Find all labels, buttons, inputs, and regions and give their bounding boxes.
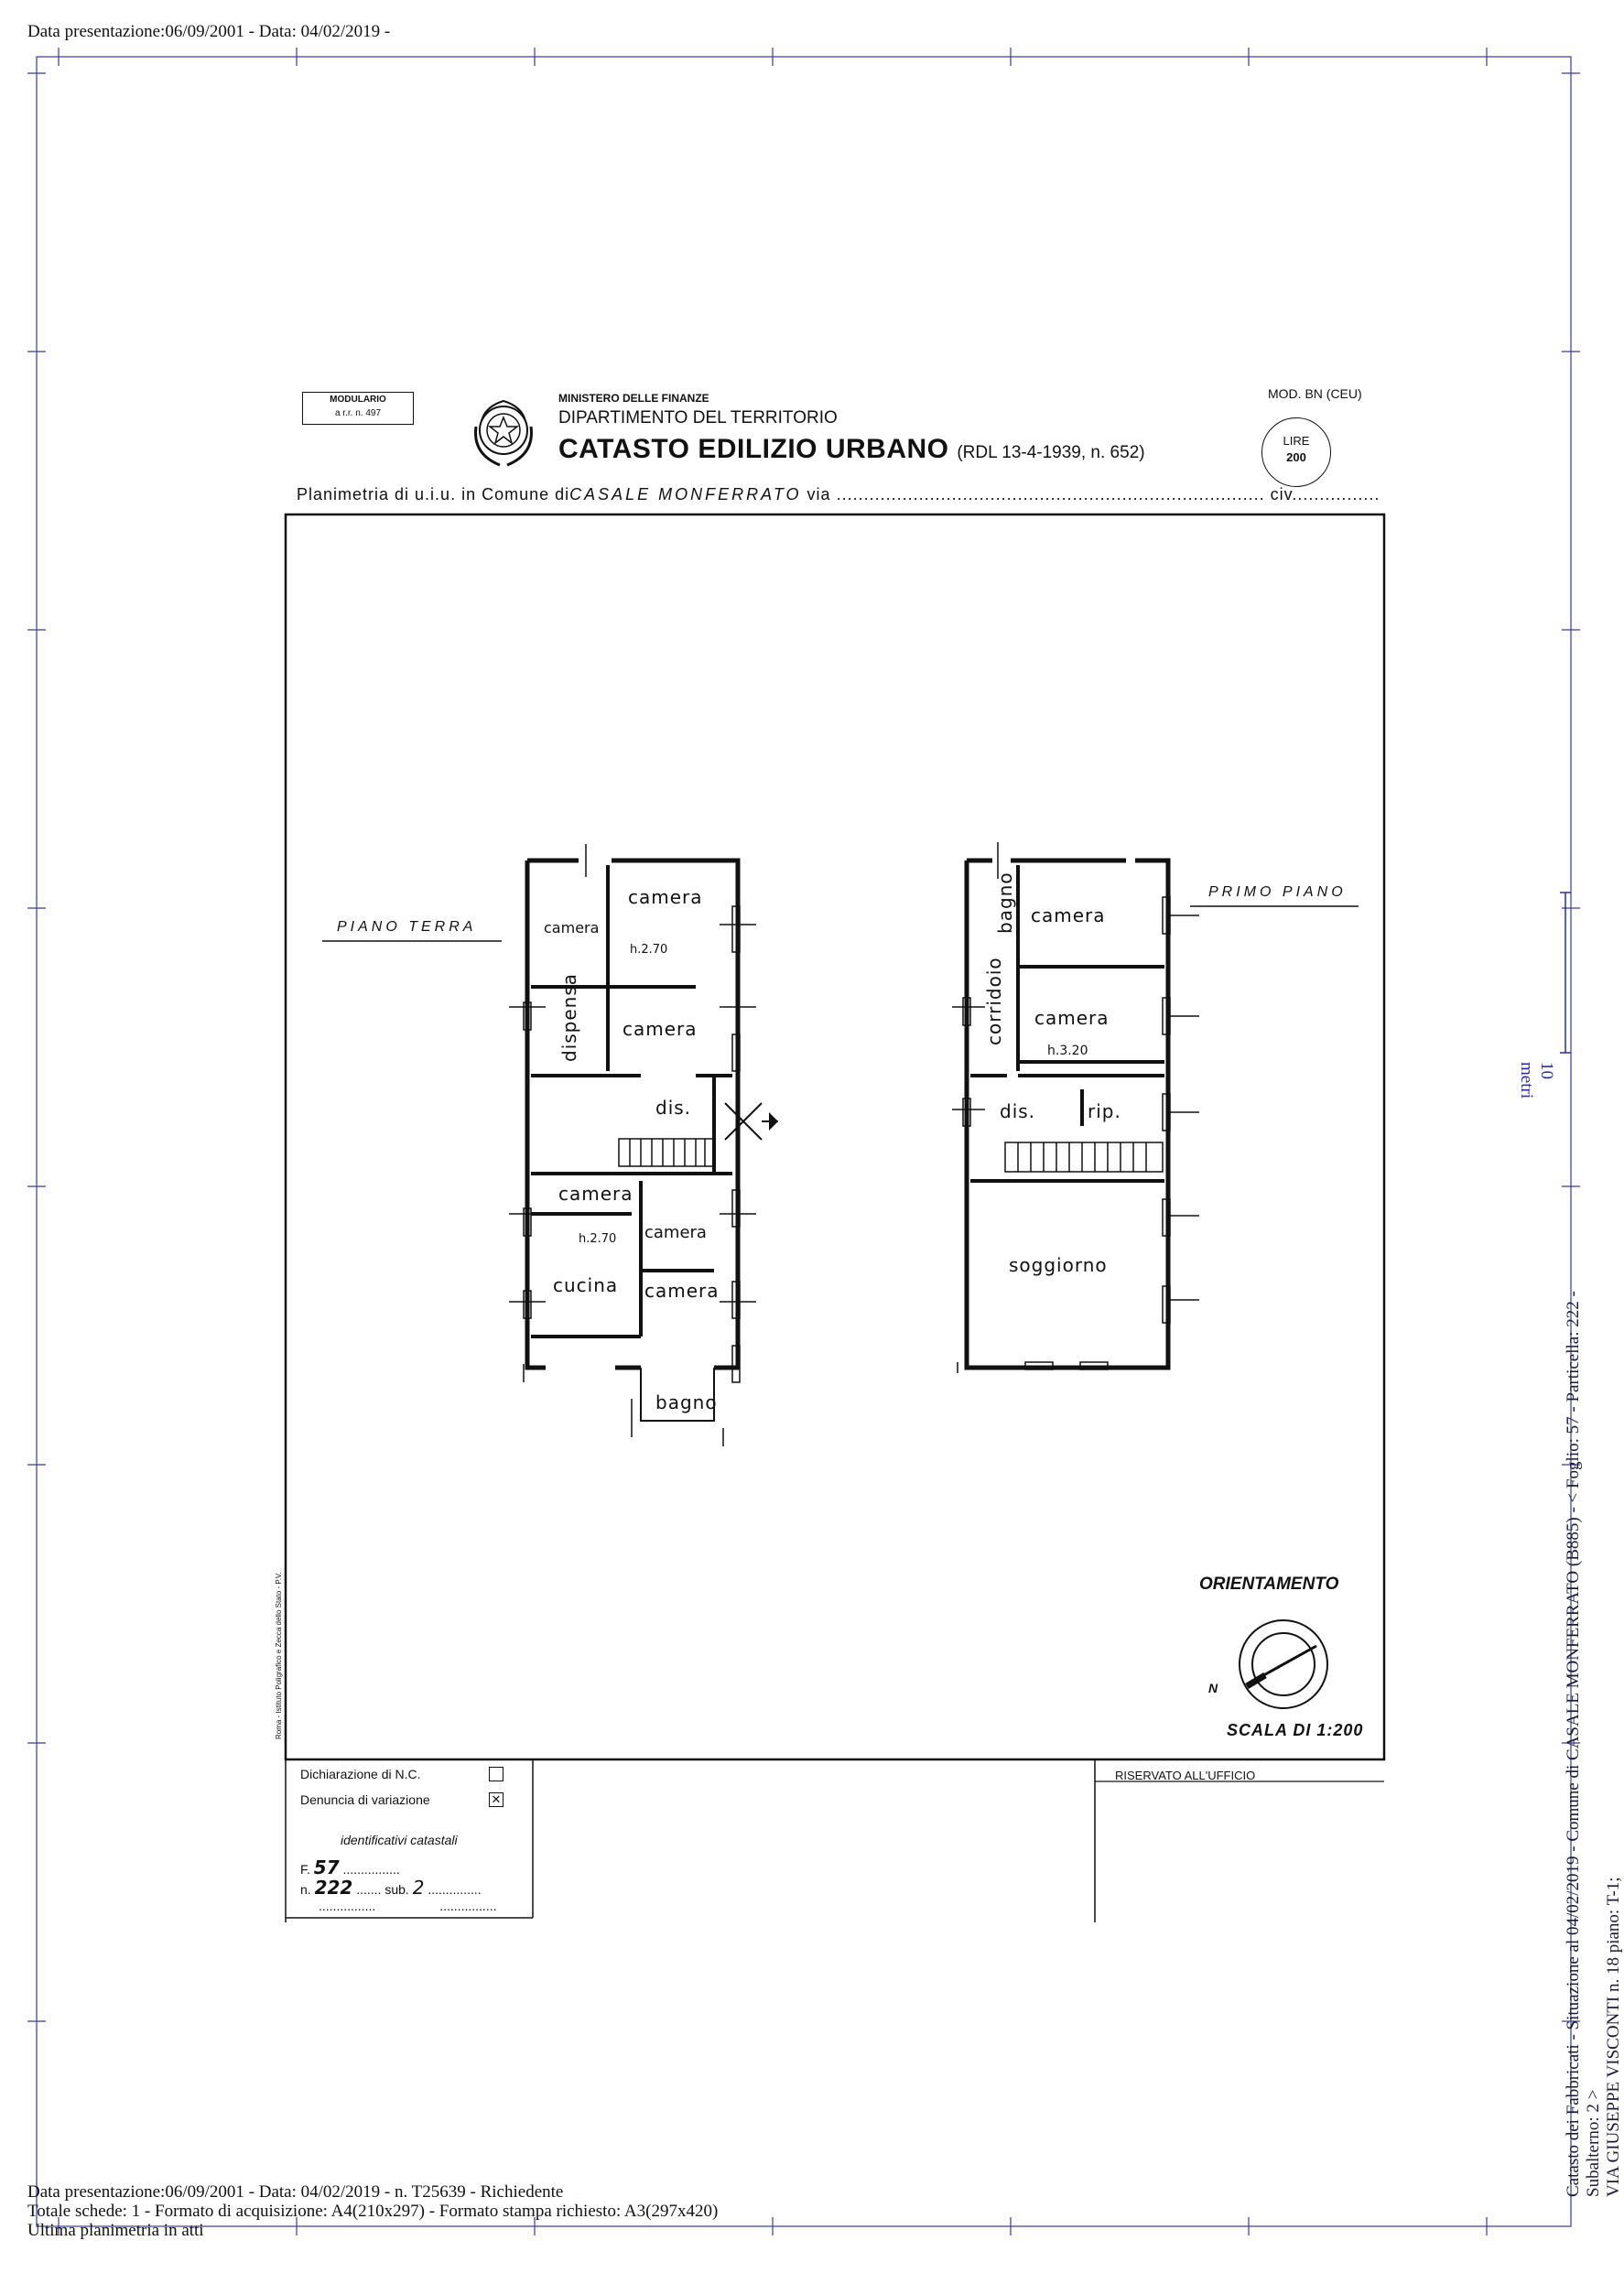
scale-label: SCALA DI 1:200 — [1227, 1721, 1364, 1739]
room-rip: rip. — [1088, 1100, 1121, 1122]
numero-label: n. — [300, 1882, 311, 1897]
modulario-label: MODULARIO — [330, 395, 386, 405]
comune-value: CASALE MONFERRATO — [569, 485, 802, 503]
via-dots: .............................................................................. — [836, 485, 1265, 503]
mod-code: MOD. BN (CEU) — [1268, 386, 1362, 401]
primo-piano-label: PRIMO PIANO — [1208, 884, 1347, 900]
numero-value: 222 — [314, 1877, 353, 1899]
footer-line2: Totale schede: 1 - Formato di acquisizione: A4(210x297) - Formato stampa richiesto: A3(297x420) — [27, 2202, 719, 2221]
room-camera-lower: camera — [558, 1183, 633, 1205]
piano-terra-label: PIANO TERRA — [337, 919, 477, 935]
room-height-first: h.3.20 — [1047, 1044, 1088, 1058]
room-bagno-ground: bagno — [655, 1391, 718, 1413]
room-corridoio: corridoio — [983, 957, 1005, 1045]
room-dis-ground: dis. — [655, 1097, 692, 1119]
room-cucina: cucina — [553, 1274, 619, 1296]
foglio-dots: ................ — [342, 1862, 400, 1877]
north-label: N — [1208, 1681, 1218, 1695]
room-dis-first: dis. — [1000, 1100, 1036, 1122]
via-label: via — [807, 485, 831, 503]
catasto-title-text: CATASTO EDILIZIO URBANO — [558, 434, 949, 464]
dichiarazione-checkbox[interactable] — [489, 1767, 503, 1781]
room-dispensa: dispensa — [558, 972, 580, 1062]
room-camera-top: camera — [628, 886, 703, 908]
printer-credit: Roma - Istituto Poligrafico e Zecca dello Stato - P.V. — [275, 1572, 283, 1739]
header-stamp: Data presentazione:06/09/2001 - Data: 04/02/2019 - — [27, 22, 391, 41]
room-soggiorno: soggiorno — [1009, 1254, 1108, 1276]
side-stamp-line1: Catasto dei Fabbricati - Situazione al 04/02/2019 - Comune di CASALE MONFERRATO (B885) - < Foglio: 57 - Particella: 222 - Subalterno: 2 > — [1564, 1291, 1603, 2197]
scale-bar-label: 10 metri — [1517, 1062, 1556, 1099]
room-camera-right2: camera — [644, 1280, 720, 1302]
footer-line3: Ultima planimetria in atti — [27, 2221, 204, 2240]
denuncia-checkbox[interactable]: ✕ — [489, 1792, 503, 1807]
orientamento-label: ORIENTAMENTO — [1199, 1575, 1339, 1594]
denuncia-label: Denuncia di variazione — [300, 1792, 430, 1807]
room-camera-first-mid: camera — [1034, 1007, 1110, 1029]
foglio-value: 57 — [313, 1856, 340, 1878]
room-bagno-first: bagno — [994, 871, 1016, 934]
foglio-label: F. — [300, 1862, 310, 1877]
modulario-ref: a r.r. n. 497 — [334, 408, 382, 418]
identificativi-label: identificativi catastali — [341, 1833, 458, 1847]
lire-label: LIRE — [1283, 434, 1310, 448]
lire-value: 200 — [1286, 450, 1306, 464]
planimetria-prefix: Planimetria di u.i.u. in Comune di — [297, 485, 570, 503]
extra-dots: ................ ................ — [319, 1899, 497, 1913]
sub-value: 2 — [412, 1877, 425, 1899]
room-camera-first-top: camera — [1031, 904, 1106, 926]
riservato-label: RISERVATO ALL'UFFICIO — [1115, 1769, 1256, 1782]
room-camera-right1: camera — [644, 1223, 707, 1242]
footer-line1: Data presentazione:06/09/2001 - Data: 04/02/2019 - n. T25639 - Richiedente — [27, 2182, 564, 2202]
room-height-top: h.2.70 — [630, 943, 668, 957]
civ-dots: ............... — [1297, 485, 1380, 503]
sub-dots: ............... — [428, 1882, 482, 1897]
foglio-row — [300, 1856, 400, 1878]
room-camera-mid: camera — [623, 1018, 698, 1040]
dipartimento-heading: DIPARTIMENTO DEL TERRITORIO — [558, 408, 838, 428]
room-height-lower: h.2.70 — [579, 1232, 617, 1246]
numero-dots: ....... — [356, 1882, 382, 1897]
room-camera-small: camera — [544, 919, 600, 936]
footer-stamp — [27, 2182, 718, 2240]
civ-label: civ. — [1270, 485, 1298, 503]
numero-row — [300, 1877, 482, 1899]
ministero-heading: MINISTERO DELLE FINANZE — [558, 392, 709, 405]
catasto-ref: (RDL 13-4-1939, n. 652) — [957, 443, 1145, 462]
side-stamp-line2: VIA GIUSEPPE VISCONTI n. 18 piano: T-1; — [1604, 1877, 1623, 2197]
dichiarazione-label: Dichiarazione di N.C. — [300, 1767, 421, 1781]
sub-label: sub. — [384, 1882, 409, 1897]
